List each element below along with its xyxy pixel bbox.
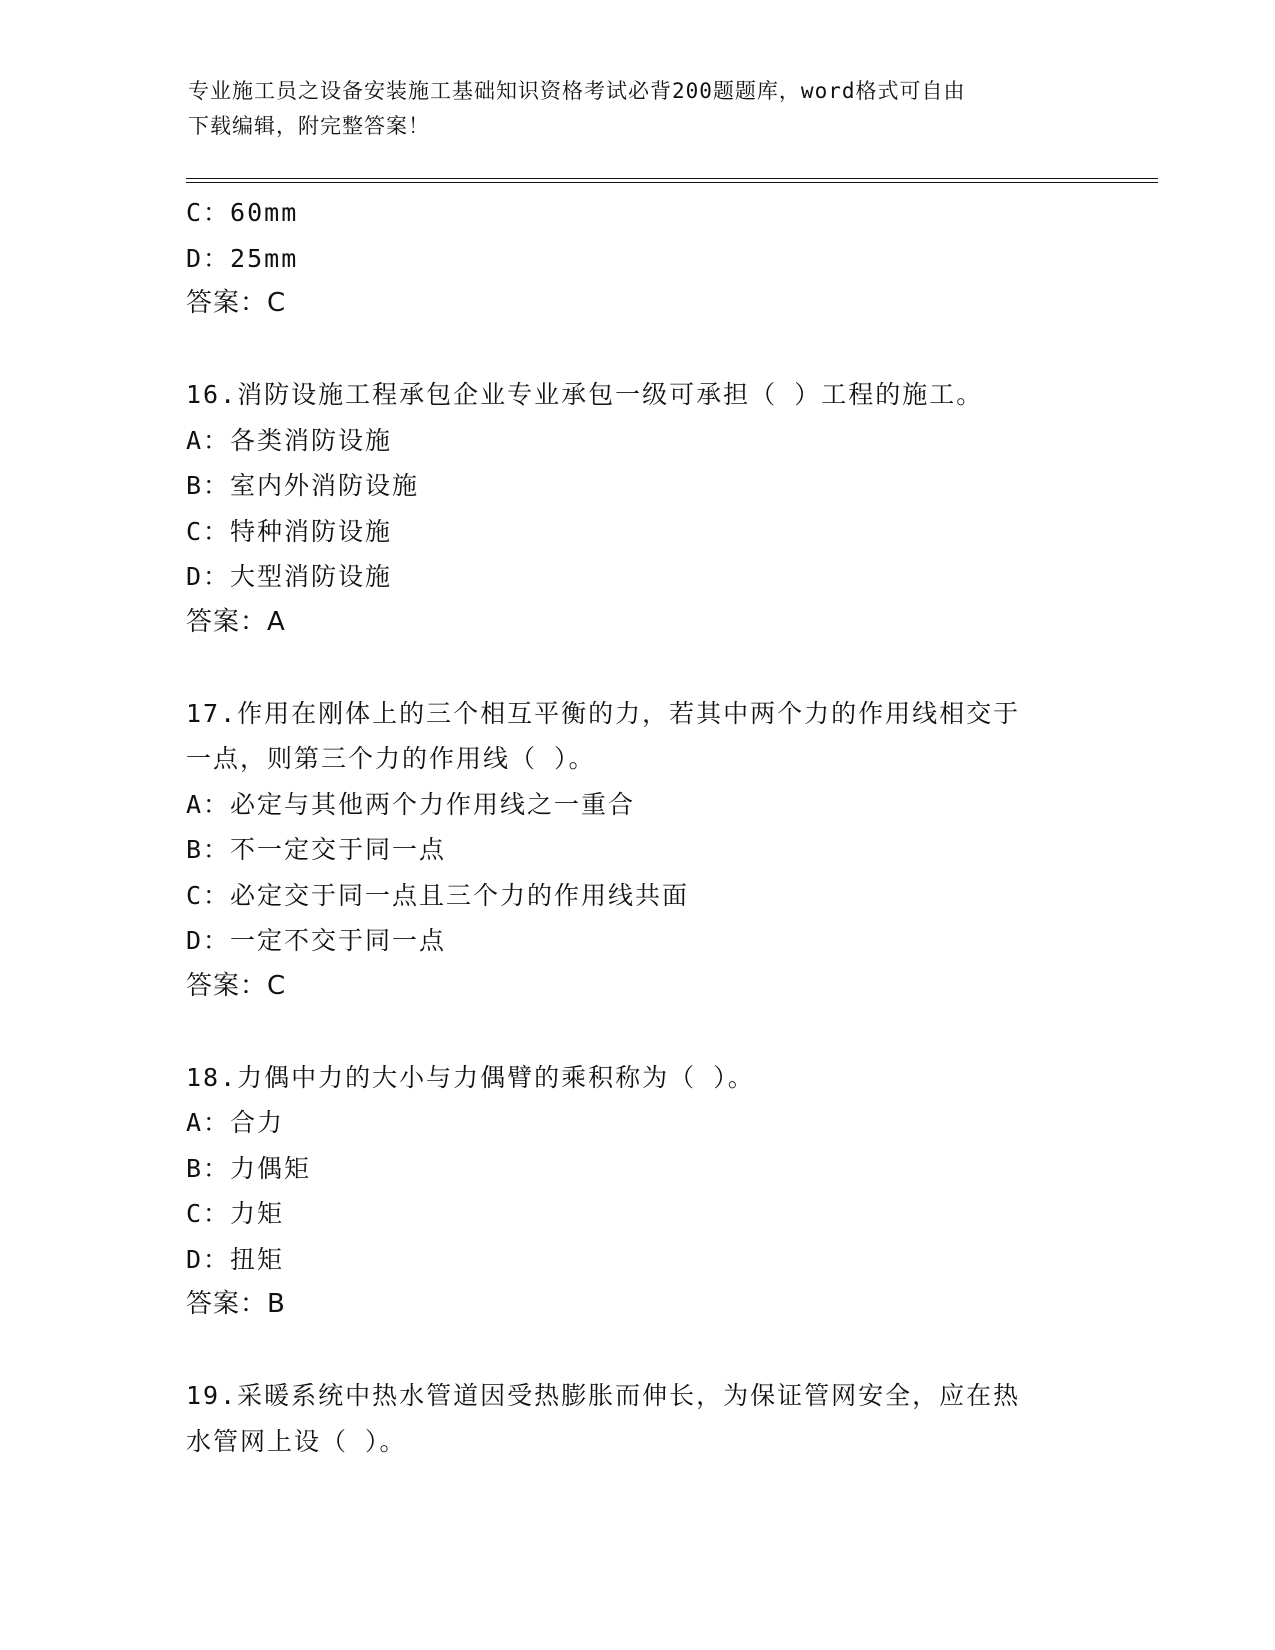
question-16-answer: 答案：A: [186, 606, 286, 637]
question-17-option-d: D：一定不交于同一点: [186, 926, 447, 955]
question-19-stem-line-2: 水管网上设（ ）。: [186, 1426, 407, 1456]
question-17-stem-line-1: 17.作用在刚体上的三个相互平衡的力，若其中两个力的作用线相交于: [186, 698, 1021, 728]
question-19-stem-line-1: 19.采暖系统中热水管道因受热膨胀而伸长，为保证管网安全，应在热: [186, 1381, 1021, 1410]
header-rule-bottom: [186, 182, 1158, 183]
spacer: [186, 1009, 1086, 1055]
question-18-option-c: C：力矩: [186, 1199, 285, 1228]
option-d: D：25mm: [186, 243, 299, 273]
document-header: [188, 74, 1088, 144]
answer-line: 答案：C: [186, 288, 287, 318]
header-rule-top: [186, 178, 1158, 179]
question-17-option-a: A：必定与其他两个力作用线之一重合: [186, 789, 636, 819]
option-c: C：60mm: [186, 198, 299, 227]
question-18-answer: 答案：B: [186, 1289, 286, 1319]
header-title-line-2: 下载编辑，附完整答案！: [188, 114, 430, 138]
question-17-option-b: B：不一定交于同一点: [186, 835, 447, 864]
spacer: [186, 1328, 1086, 1374]
header-title-line-1: 专业施工员之设备安装施工基础知识资格考试必背200题题库，word格式可自由: [188, 79, 966, 103]
question-16-stem: 16.消防设施工程承包企业专业承包一级可承担（ ）工程的施工。: [186, 380, 984, 409]
spacer: [186, 645, 1086, 691]
spacer: [186, 327, 1086, 373]
question-18-option-b: B：力偶矩: [186, 1153, 312, 1183]
question-17-stem-line-2: 一点，则第三个力的作用线（ ）。: [186, 744, 596, 773]
question-16-option-b: B：室内外消防设施: [186, 471, 420, 500]
question-list: [186, 190, 1086, 1464]
question-18-option-d: D：扭矩: [186, 1244, 285, 1274]
question-16-option-c: C：特种消防设施: [186, 516, 393, 546]
question-17-answer: 答案：C: [186, 970, 287, 1001]
question-17-option-c: C：必定交于同一点且三个力的作用线共面: [186, 880, 690, 910]
question-16-option-a: A：各类消防设施: [186, 425, 393, 455]
question-18-option-a: A：合力: [186, 1108, 285, 1137]
question-16-option-d: D：大型消防设施: [186, 562, 393, 591]
question-18-stem: 18.力偶中力的大小与力偶臂的乘积称为（ ）。: [186, 1062, 755, 1092]
